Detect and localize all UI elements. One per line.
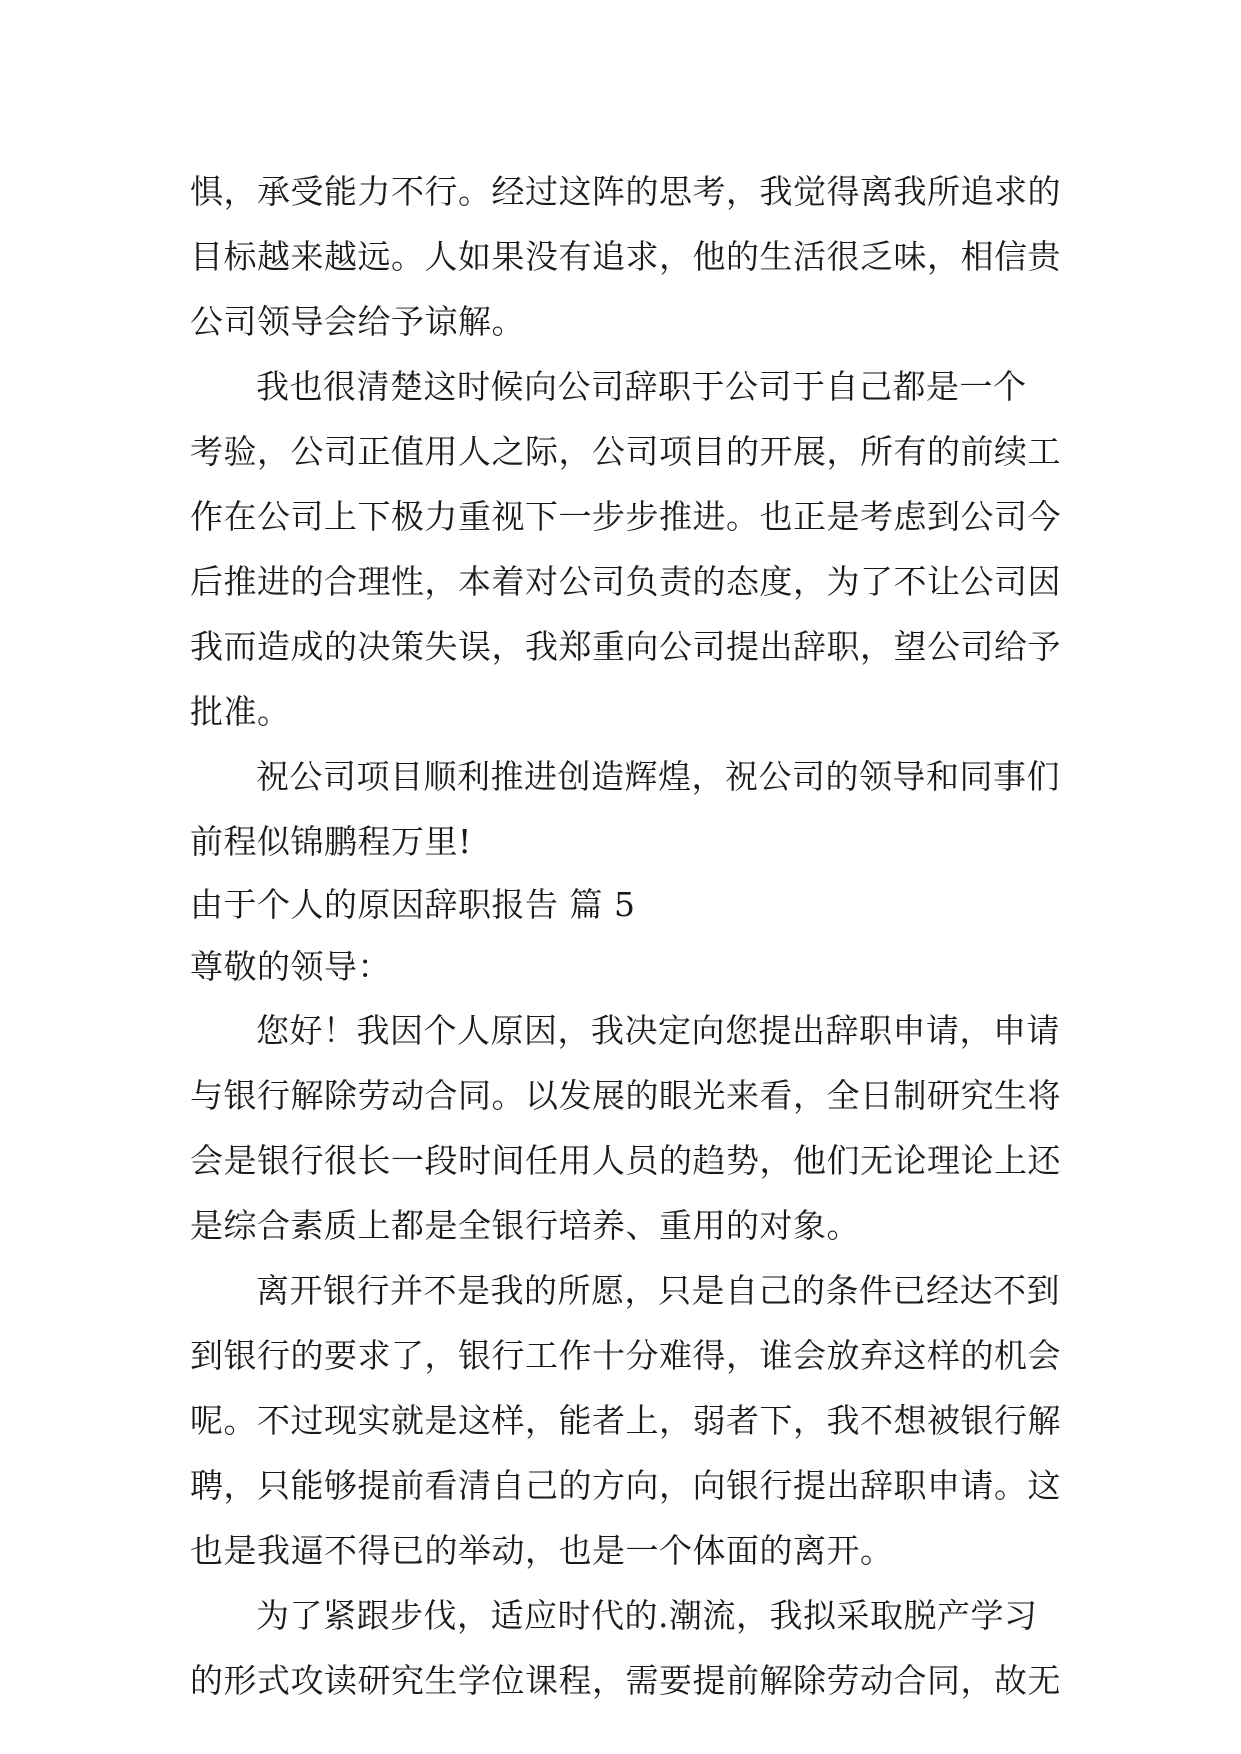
document-body [190, 159, 1070, 1713]
section-heading: 由于个人的原因辞职报告 篇 5 [190, 885, 636, 924]
text-line: 我而造成的决策失误，我郑重向公司提出辞职，望公司给予 [190, 627, 1061, 666]
text-line: 到银行的要求了，银行工作十分难得，谁会放弃这样的机会 [190, 1336, 1061, 1375]
text-line: 批准。 [190, 692, 291, 731]
text-line: 考验，公司正值用人之际，公司项目的开展，所有的前续工 [190, 432, 1061, 471]
paragraph-first-line: 祝公司项目顺利推进创造辉煌，祝公司的领导和同事们 [256, 757, 1060, 796]
text-line: 前程似锦鹏程万里! [190, 822, 472, 861]
text-line: 目标越来越远。人如果没有追求，他的生活很乏味，相信贵 [190, 237, 1061, 276]
text-line: 的形式攻读研究生学位课程，需要提前解除劳动合同，故无 [190, 1661, 1061, 1700]
paragraph-first-line: 离开银行并不是我的所愿，只是自己的条件已经达不到 [256, 1271, 1060, 1310]
paragraph-first-line: 我也很清楚这时候向公司辞职于公司于自己都是一个 [256, 367, 1027, 406]
salutation: 尊敬的领导： [190, 947, 391, 986]
text-line: 惧，承受能力不行。经过这阵的思考，我觉得离我所追求的 [190, 172, 1061, 211]
text-line: 聘，只能够提前看清自己的方向，向银行提出辞职申请。这 [190, 1466, 1061, 1505]
text-line: 公司领导会给予谅解。 [190, 302, 525, 341]
text-line: 是综合素质上都是全银行培养、重用的对象。 [190, 1206, 860, 1245]
text-line: 作在公司上下极力重视下一步步推进。也正是考虑到公司今 [190, 497, 1061, 536]
text-line: 也是我逼不得已的举动，也是一个体面的离开。 [190, 1531, 894, 1570]
paragraph-first-line: 为了紧跟步伐，适应时代的.潮流，我拟采取脱产学习 [256, 1596, 1038, 1635]
text-line: 后推进的合理性，本着对公司负责的态度，为了不让公司因 [190, 562, 1061, 601]
text-line: 会是银行很长一段时间任用人员的趋势，他们无论理论上还 [190, 1141, 1061, 1180]
text-line: 呢。不过现实就是这样，能者上，弱者下，我不想被银行解 [190, 1401, 1061, 1440]
paragraph-first-line: 您好！我因个人原因，我决定向您提出辞职申请，申请 [256, 1011, 1060, 1050]
text-line: 与银行解除劳动合同。以发展的眼光来看，全日制研究生将 [190, 1076, 1061, 1115]
